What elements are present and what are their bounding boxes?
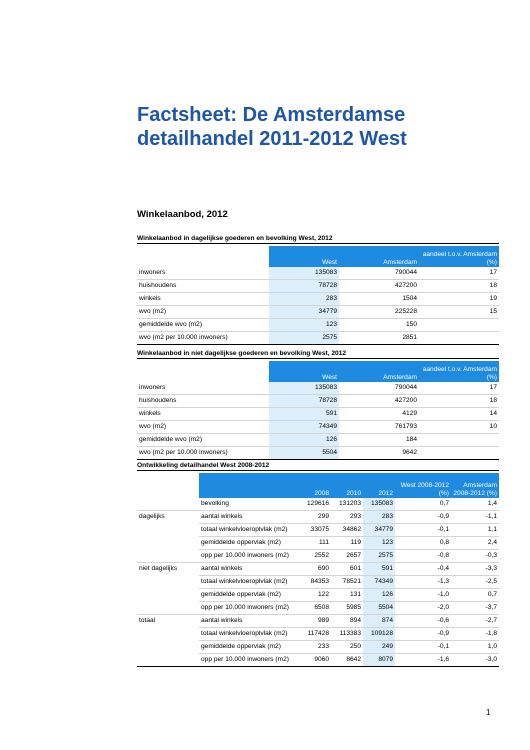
table1-row xyxy=(137,293,499,306)
table3-group-label: dagelijks xyxy=(139,513,165,521)
table2-row-label: gemiddelde wvo (m2) xyxy=(137,434,269,447)
table3-row-label: totaal winkelvloeroplvlak (m2) xyxy=(199,576,298,589)
table3-cell: 0,8 xyxy=(395,537,451,550)
table3-row-label: aantal winkels xyxy=(199,511,298,524)
table3-body xyxy=(137,498,499,667)
table3-cell: 109128 xyxy=(363,628,395,641)
table3-cell: -1,0 xyxy=(395,589,451,602)
table3-cell: 0,7 xyxy=(395,498,451,511)
table3-header-amsterdam-change: Amsterdam 2008-2012 (%) xyxy=(451,473,499,498)
table1-row xyxy=(137,280,499,293)
table3-cell: 34862 xyxy=(331,524,363,537)
table3-header-2010: 2010 xyxy=(331,473,363,498)
table2-header-share: aandeel t.o.v. Amsterdam (%) xyxy=(419,361,499,382)
table1-cell: 19 xyxy=(419,293,499,306)
table1-header-blank xyxy=(137,246,269,267)
table3-cell: 2657 xyxy=(331,550,363,563)
table3-cell: 123 xyxy=(363,537,395,550)
table3-cell: -1,6 xyxy=(395,654,451,667)
table3-header-blank-1 xyxy=(137,473,199,498)
table3-cell: 119 xyxy=(331,537,363,550)
table1-row xyxy=(137,267,499,280)
table3-cell: 6508 xyxy=(298,602,331,615)
table3-cell: 5504 xyxy=(363,602,395,615)
table1-cell: 2851 xyxy=(339,332,419,345)
table3-group-label xyxy=(137,628,199,641)
table3-cell: -0,3 xyxy=(451,550,499,563)
table3-cell: 8079 xyxy=(363,654,395,667)
table3-row xyxy=(137,524,499,537)
table3-cell: 1,1 xyxy=(451,524,499,537)
table3-cell: 601 xyxy=(331,563,363,576)
table3-row xyxy=(137,576,499,589)
table3-group-label xyxy=(137,576,199,589)
table2-header-amsterdam: Amsterdam xyxy=(339,361,419,382)
table3-cell: 283 xyxy=(363,511,395,524)
table3-cell: 1,0 xyxy=(451,641,499,654)
page-title: Factsheet: De Amsterdamse detailhandel 2011-2012 West xyxy=(137,104,407,150)
table2-row xyxy=(137,447,499,460)
table1-cell xyxy=(419,332,499,345)
table3-cell: -2,7 xyxy=(451,615,499,628)
table3-row-label: aantal winkels xyxy=(199,615,298,628)
table3-row-label: gemiddelde oppervlak (m2) xyxy=(199,641,298,654)
table3-cell: -0,9 xyxy=(395,628,451,641)
table2-cell: 4129 xyxy=(339,408,419,421)
table3-cell: 233 xyxy=(298,641,331,654)
table2-cell: 790044 xyxy=(339,382,419,395)
table3-cell: -1,3 xyxy=(395,576,451,589)
table3-cell: 111 xyxy=(298,537,331,550)
table1-body xyxy=(137,267,499,345)
table3-header-2008: 2008 xyxy=(298,473,331,498)
table3-cell: 0,7 xyxy=(451,589,499,602)
table3-cell: 8642 xyxy=(331,654,363,667)
table1-row-label: inwoners xyxy=(137,267,269,280)
table3-title: Ontwikkeling detailhandel West 2008-2012 xyxy=(137,462,270,469)
table3-row xyxy=(137,654,499,667)
table3-cell: 874 xyxy=(363,615,395,628)
table3-cell: -3,0 xyxy=(451,654,499,667)
table3-header-2012: 2012 xyxy=(363,473,395,498)
table3-cell: 126 xyxy=(363,589,395,602)
table3-cell: 250 xyxy=(331,641,363,654)
table1-cell: 1504 xyxy=(339,293,419,306)
table1-header-share: aandeel t.o.v. Amsterdam (%) xyxy=(419,246,499,267)
table2-row-label: wvo (m2) xyxy=(137,421,269,434)
table3-row-label: opp per 10.000 inwoners (m2) xyxy=(199,654,298,667)
table3-cell: 989 xyxy=(298,615,331,628)
table1-header-amsterdam: Amsterdam xyxy=(339,246,419,267)
table3-group-label xyxy=(137,654,199,667)
table3-cell: -0,8 xyxy=(395,550,451,563)
table3-row-label: bevolking xyxy=(199,498,298,511)
table1-top-rule xyxy=(137,243,499,244)
table1-header-row xyxy=(137,246,499,267)
table3-group-label xyxy=(137,550,199,563)
table2-cell: 10 xyxy=(419,421,499,434)
table3-group-label xyxy=(137,602,199,615)
table1-cell xyxy=(419,319,499,332)
table2-row xyxy=(137,408,499,421)
table3-cell: -1,8 xyxy=(451,628,499,641)
table1-row xyxy=(137,332,499,345)
table3-cell: 131 xyxy=(331,589,363,602)
table2-cell: 9642 xyxy=(339,447,419,460)
table1-cell: 123 xyxy=(269,319,339,332)
table3-cell: -3,7 xyxy=(451,602,499,615)
table2-cell: 5504 xyxy=(269,447,339,460)
table3-cell: 129616 xyxy=(298,498,331,511)
table3-row xyxy=(137,563,499,576)
table2-row xyxy=(137,434,499,447)
table3-cell: 117428 xyxy=(298,628,331,641)
table2-title: Winkelaanbod in niet dagelijkse goederen en bevolking West, 2012 xyxy=(137,350,347,357)
table2-cell: 78728 xyxy=(269,395,339,408)
table2-row xyxy=(137,395,499,408)
table3-cell: 33075 xyxy=(298,524,331,537)
table1-row-label: wvo (m2 per 10.000 inwoners) xyxy=(137,332,269,345)
table3-group-label: niet dagelijks xyxy=(139,565,178,573)
table3-row xyxy=(137,641,499,654)
table1-cell: 78728 xyxy=(269,280,339,293)
table3 xyxy=(137,473,499,667)
table3-cell: 1,4 xyxy=(451,498,499,511)
table1-row-label: wvo (m2) xyxy=(137,306,269,319)
table1-cell: 17 xyxy=(419,267,499,280)
table3-row xyxy=(137,602,499,615)
table3-group-label xyxy=(137,498,199,511)
table1-row xyxy=(137,306,499,319)
table2-cell: 135083 xyxy=(269,382,339,395)
table3-row-label: aantal winkels xyxy=(199,563,298,576)
table3-group-label xyxy=(137,641,199,654)
table1-cell: 427200 xyxy=(339,280,419,293)
table3-cell: -3,3 xyxy=(451,563,499,576)
table3-cell: 74349 xyxy=(363,576,395,589)
table3-top-rule xyxy=(137,470,499,471)
section-title: Winkelaanbod, 2012 xyxy=(137,209,228,220)
table3-cell: 9060 xyxy=(298,654,331,667)
table3-row-label: opp per 10.000 inwoners (m2) xyxy=(199,550,298,563)
table2-cell xyxy=(419,434,499,447)
table1-cell: 225228 xyxy=(339,306,419,319)
table2-header-row xyxy=(137,361,499,382)
table2-cell: 761793 xyxy=(339,421,419,434)
table2-row-label: huishoudens xyxy=(137,395,269,408)
table1-row-label: gemiddelde wvo (m2) xyxy=(137,319,269,332)
table3-cell: 2575 xyxy=(363,550,395,563)
table3-group-label xyxy=(137,524,199,537)
table2-header-west: West xyxy=(269,361,339,382)
table2-row xyxy=(137,421,499,434)
table2-row-label: winkels xyxy=(137,408,269,421)
table3-row-label: gemiddelde oppervlak (m2) xyxy=(199,537,298,550)
table3-cell: 113383 xyxy=(331,628,363,641)
table2 xyxy=(137,361,499,460)
table3-row xyxy=(137,537,499,550)
table1-cell: 283 xyxy=(269,293,339,306)
table2-cell: 126 xyxy=(269,434,339,447)
table3-row xyxy=(137,550,499,563)
table3-header-blank-2 xyxy=(199,473,298,498)
table3-row xyxy=(137,498,499,511)
table1-cell: 15 xyxy=(419,306,499,319)
table3-cell: 34779 xyxy=(363,524,395,537)
table2-cell: 17 xyxy=(419,382,499,395)
table1-cell: 790044 xyxy=(339,267,419,280)
table2-header-blank xyxy=(137,361,269,382)
table3-cell: 293 xyxy=(331,511,363,524)
table1-cell: 2575 xyxy=(269,332,339,345)
table3-group-label xyxy=(137,537,199,550)
table3-group-label: totaal xyxy=(139,617,156,625)
table2-cell: 18 xyxy=(419,395,499,408)
table3-header-row xyxy=(137,473,499,498)
table3-row-label: gemiddelde oppervlak (m2) xyxy=(199,589,298,602)
table1-row xyxy=(137,319,499,332)
table3-row xyxy=(137,628,499,641)
table1-header-west: West xyxy=(269,246,339,267)
table3-cell: -2,0 xyxy=(395,602,451,615)
table2-cell xyxy=(419,447,499,460)
table1-cell: 18 xyxy=(419,280,499,293)
table3-cell: -0,6 xyxy=(395,615,451,628)
table1 xyxy=(137,246,499,345)
table2-top-rule xyxy=(137,358,499,359)
table2-cell: 591 xyxy=(269,408,339,421)
table3-row-label: totaal winkelvloeroplvlak (m2) xyxy=(199,524,298,537)
table3-cell: 2,4 xyxy=(451,537,499,550)
table3-cell: -0,9 xyxy=(395,511,451,524)
table2-cell: 14 xyxy=(419,408,499,421)
table2-row xyxy=(137,382,499,395)
table3-cell: -2,5 xyxy=(451,576,499,589)
table3-cell: 5985 xyxy=(331,602,363,615)
table3-cell: 2552 xyxy=(298,550,331,563)
table3-row-label: totaal winkelvloeroplvlak (m2) xyxy=(199,628,298,641)
table2-cell: 427200 xyxy=(339,395,419,408)
table3-cell: -0,4 xyxy=(395,563,451,576)
table3-cell: 135083 xyxy=(363,498,395,511)
table3-cell: -1,1 xyxy=(451,511,499,524)
table2-row-label: inwoners xyxy=(137,382,269,395)
table3-cell: 690 xyxy=(298,563,331,576)
table2-row-label: wvo (m2 per 10.000 inwoners) xyxy=(137,447,269,460)
table3-cell: -0,1 xyxy=(395,641,451,654)
table1-cell: 34779 xyxy=(269,306,339,319)
table1-title: Winkelaanbod in dagelijkse goederen en bevolking West, 2012 xyxy=(137,235,333,242)
page-number: 1 xyxy=(486,708,491,717)
table3-cell: 131203 xyxy=(331,498,363,511)
table3-row-label: opp per 10.000 inwoners (m2) xyxy=(199,602,298,615)
table2-cell: 74349 xyxy=(269,421,339,434)
table2-cell: 184 xyxy=(339,434,419,447)
table3-row xyxy=(137,589,499,602)
table3-cell: 249 xyxy=(363,641,395,654)
table3-cell: -0,1 xyxy=(395,524,451,537)
table3-cell: 84353 xyxy=(298,576,331,589)
table2-body xyxy=(137,382,499,460)
table3-header-west-change: West 2008-2012 (%) xyxy=(395,473,451,498)
table1-cell: 135083 xyxy=(269,267,339,280)
table3-group-label xyxy=(137,589,199,602)
table3-row xyxy=(137,511,499,524)
table3-cell: 591 xyxy=(363,563,395,576)
table1-row-label: huishoudens xyxy=(137,280,269,293)
table3-cell: 299 xyxy=(298,511,331,524)
table3-cell: 894 xyxy=(331,615,363,628)
table3-cell: 78521 xyxy=(331,576,363,589)
table1-cell: 150 xyxy=(339,319,419,332)
table3-cell: 122 xyxy=(298,589,331,602)
table1-row-label: winkels xyxy=(137,293,269,306)
table3-row xyxy=(137,615,499,628)
